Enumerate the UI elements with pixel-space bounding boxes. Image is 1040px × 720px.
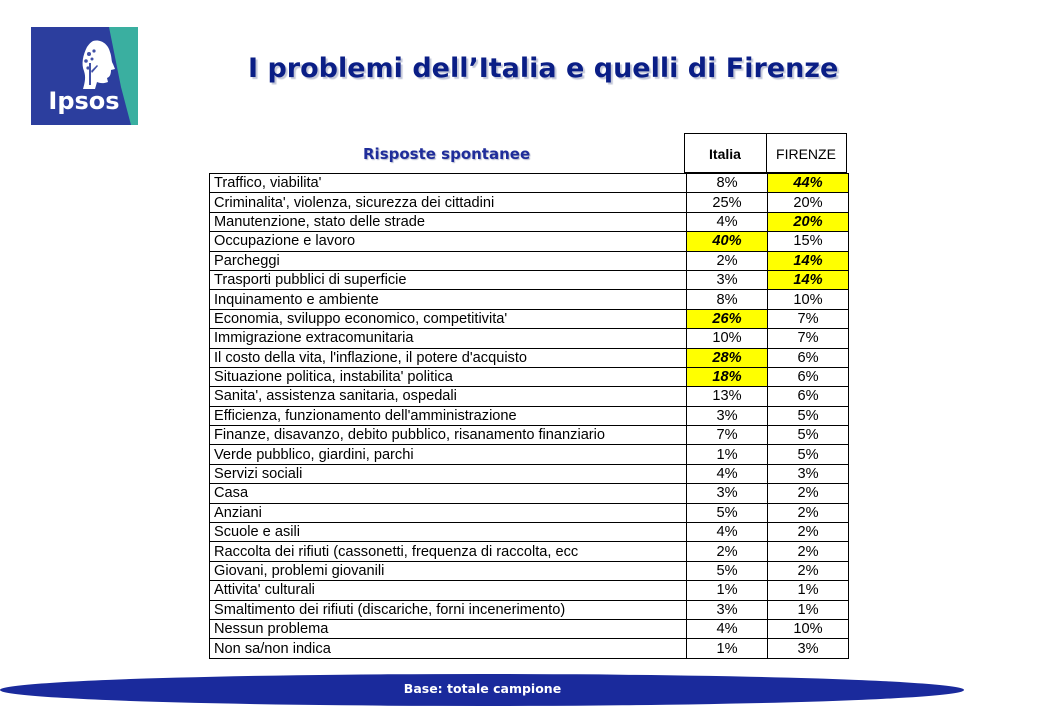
row-label: Anziani xyxy=(210,503,687,522)
value-firenze: 5% xyxy=(768,426,849,445)
value-italia: 2% xyxy=(687,542,768,561)
row-label: Servizi sociali xyxy=(210,464,687,483)
value-firenze: 2% xyxy=(768,484,849,503)
row-label: Smaltimento dei rifiuti (discariche, forni incenerimento) xyxy=(210,600,687,619)
row-label: Casa xyxy=(210,484,687,503)
row-label: Attivita' culturali xyxy=(210,581,687,600)
table-row xyxy=(210,348,849,367)
table-row xyxy=(210,212,849,231)
row-label: Immigrazione extracomunitaria xyxy=(210,329,687,348)
value-italia: 7% xyxy=(687,426,768,445)
table-row xyxy=(210,387,849,406)
value-firenze: 20% xyxy=(768,212,849,231)
value-firenze: 2% xyxy=(768,561,849,580)
value-italia: 28% xyxy=(687,348,768,367)
value-firenze: 6% xyxy=(768,387,849,406)
table-row xyxy=(210,484,849,503)
value-firenze: 5% xyxy=(768,406,849,425)
value-firenze: 2% xyxy=(768,503,849,522)
table-row xyxy=(210,581,849,600)
row-label: Manutenzione, stato delle strade xyxy=(210,212,687,231)
table-row xyxy=(210,445,849,464)
row-label: Criminalita', violenza, sicurezza dei cittadini xyxy=(210,193,687,212)
value-firenze: 1% xyxy=(768,581,849,600)
value-firenze: 10% xyxy=(768,619,849,638)
value-firenze: 15% xyxy=(768,232,849,251)
value-italia: 3% xyxy=(687,600,768,619)
row-label: Inquinamento e ambiente xyxy=(210,290,687,309)
row-label: Situazione politica, instabilita' politica xyxy=(210,367,687,386)
table-row xyxy=(210,464,849,483)
table-row xyxy=(210,329,849,348)
value-firenze: 6% xyxy=(768,348,849,367)
value-italia: 10% xyxy=(687,329,768,348)
row-label: Scuole e asili xyxy=(210,523,687,542)
footer-base-note: Base: totale campione xyxy=(403,681,562,696)
value-firenze: 2% xyxy=(768,523,849,542)
value-italia: 3% xyxy=(687,484,768,503)
value-italia: 26% xyxy=(687,309,768,328)
value-firenze: 1% xyxy=(768,600,849,619)
value-firenze: 3% xyxy=(768,464,849,483)
column-header-italia: Italia xyxy=(709,146,741,162)
value-italia: 8% xyxy=(687,174,768,193)
table-row xyxy=(210,619,849,638)
table-row xyxy=(210,367,849,386)
value-italia: 8% xyxy=(687,290,768,309)
row-label: Parcheggi xyxy=(210,251,687,270)
value-firenze: 44% xyxy=(768,174,849,193)
value-italia: 3% xyxy=(687,406,768,425)
value-firenze: 14% xyxy=(768,270,849,289)
table-row xyxy=(210,523,849,542)
value-italia: 4% xyxy=(687,212,768,231)
value-firenze: 7% xyxy=(768,309,849,328)
row-label: Verde pubblico, giardini, parchi xyxy=(210,445,687,464)
table-row xyxy=(210,639,849,658)
table-row xyxy=(210,290,849,309)
row-label: Efficienza, funzionamento dell'amministrazione xyxy=(210,406,687,425)
table-row xyxy=(210,542,849,561)
table-row xyxy=(210,600,849,619)
row-label: Economia, sviluppo economico, competitivita' xyxy=(210,309,687,328)
ipsos-logo xyxy=(31,27,138,125)
value-firenze: 7% xyxy=(768,329,849,348)
table-row xyxy=(210,232,849,251)
table-row xyxy=(210,193,849,212)
row-label: Traffico, viabilita' xyxy=(210,174,687,193)
table-row xyxy=(210,503,849,522)
table-row xyxy=(210,251,849,270)
value-firenze: 14% xyxy=(768,251,849,270)
row-label: Raccolta dei rifiuti (cassonetti, frequenza di raccolta, ecc xyxy=(210,542,687,561)
row-label: Giovani, problemi giovanili xyxy=(210,561,687,580)
value-italia: 5% xyxy=(687,503,768,522)
value-italia: 40% xyxy=(687,232,768,251)
row-label: Il costo della vita, l'inflazione, il potere d'acquisto xyxy=(210,348,687,367)
column-header-firenze: FIRENZE xyxy=(776,146,836,162)
value-italia: 13% xyxy=(687,387,768,406)
value-italia: 3% xyxy=(687,270,768,289)
table-row xyxy=(210,426,849,445)
value-italia: 4% xyxy=(687,619,768,638)
value-italia: 1% xyxy=(687,639,768,658)
row-label: Trasporti pubblici di superficie xyxy=(210,270,687,289)
row-label: Sanita', assistenza sanitaria, ospedali xyxy=(210,387,687,406)
table-subtitle: Risposte spontanee xyxy=(363,145,531,163)
value-firenze: 3% xyxy=(768,639,849,658)
value-firenze: 5% xyxy=(768,445,849,464)
row-label: Non sa/non indica xyxy=(210,639,687,658)
table-row xyxy=(210,309,849,328)
table-row xyxy=(210,561,849,580)
page-title: I problemi dell’Italia e quelli di Firenze xyxy=(248,53,839,84)
value-firenze: 20% xyxy=(768,193,849,212)
problems-table xyxy=(209,173,849,659)
logo-text: Ipsos xyxy=(48,87,120,115)
value-italia: 1% xyxy=(687,581,768,600)
row-label: Nessun problema xyxy=(210,619,687,638)
value-firenze: 2% xyxy=(768,542,849,561)
table-row xyxy=(210,406,849,425)
value-italia: 2% xyxy=(687,251,768,270)
value-italia: 1% xyxy=(687,445,768,464)
value-firenze: 6% xyxy=(768,367,849,386)
value-italia: 5% xyxy=(687,561,768,580)
value-italia: 25% xyxy=(687,193,768,212)
value-firenze: 10% xyxy=(768,290,849,309)
table-row xyxy=(210,174,849,193)
table-row xyxy=(210,270,849,289)
row-label: Finanze, disavanzo, debito pubblico, risanamento finanziario xyxy=(210,426,687,445)
value-italia: 4% xyxy=(687,464,768,483)
value-italia: 4% xyxy=(687,523,768,542)
row-label: Occupazione e lavoro xyxy=(210,232,687,251)
value-italia: 18% xyxy=(687,367,768,386)
